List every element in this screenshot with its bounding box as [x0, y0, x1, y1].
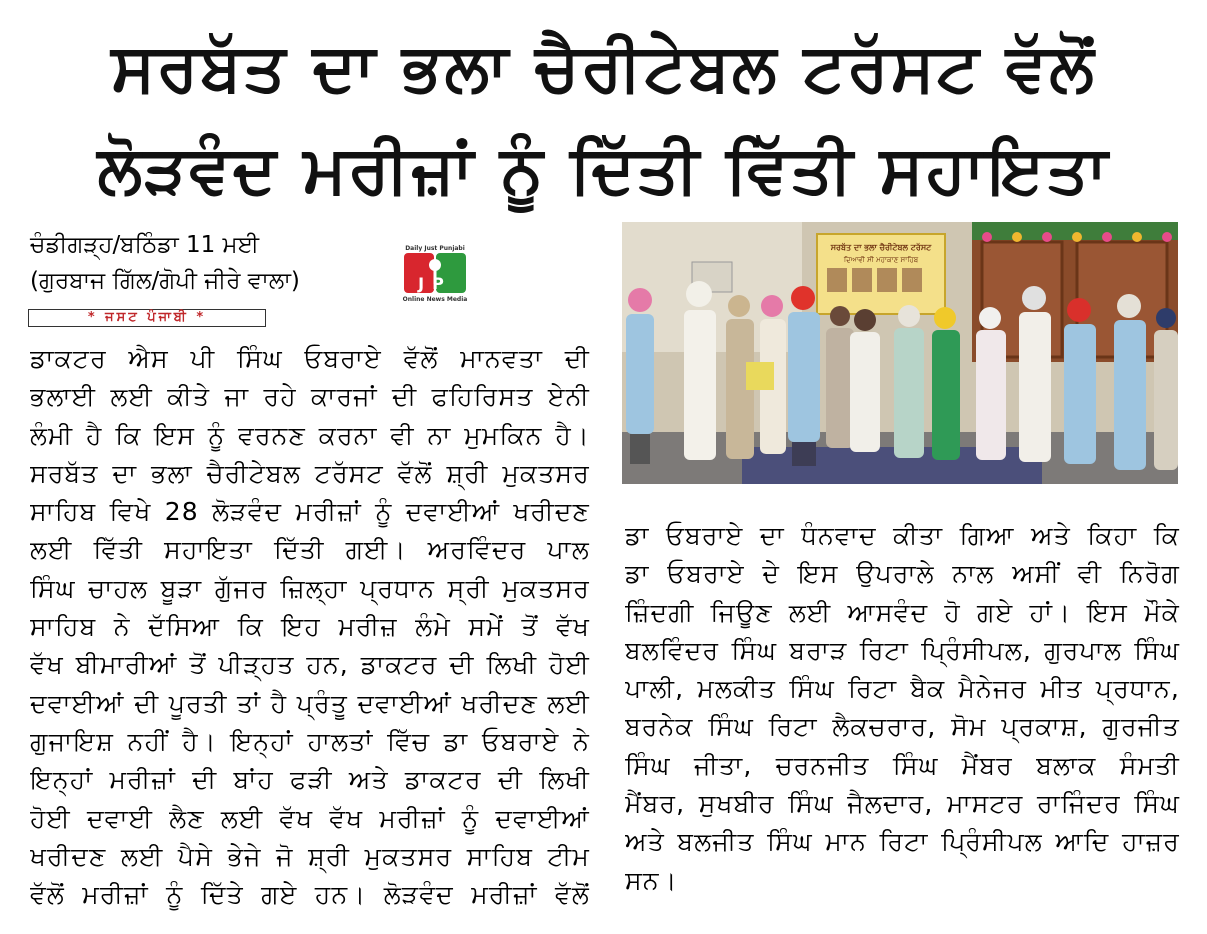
logo-top-text: Daily Just Punjabi [405, 245, 465, 252]
text-line: ਵੱਲੋਂ ਮਰੀਜ਼ਾਂ ਨੂੰ ਦਿੱਤੇ ਗਏ ਹਨ। ਲੋੜਵੰਦ ਮਰੀਜ਼ਾਂ ਵੱਲੋਂ [30, 880, 590, 910]
article-left-column [30, 340, 590, 914]
text-line: ਮੈਂਬਰ, ਸੁਖਬੀਰ ਸਿੰਘ ਜੈਲਦਾਰ, ਮਾਸਟਰ ਰਾਜਿੰਦਰ ਸਿੰਘ [625, 789, 1180, 819]
dateline: ਚੰਡੀਗੜ੍ਹ/ਬਠਿੰਡਾ 11 ਮਈ [30, 232, 260, 258]
text-line: ਡਾ ਓਬਰਾਏ ਦੇ ਇਸ ਉਪਰਾਲੇ ਨਾਲ ਅਸੀਂ ਵੀ ਨਿਰੋਗ [625, 559, 1180, 589]
text-line: ਲੰਮੀ ਹੈ ਕਿ ਇਸ ਨੂੰ ਵਰਨਣ ਕਰਨਾ ਵੀ ਨਾ ਮੁਮਕਿਨ ਹੈ। [30, 420, 590, 450]
text-line: ਸਨ। [625, 865, 678, 895]
article-right-column [625, 517, 1180, 900]
text-line: ਹੋਈ ਦਵਾਈ ਲੈਣ ਲਈ ਵੱਖ ਵੱਖ ਮਰੀਜ਼ਾਂ ਨੂੰ ਦਵਾਈਆਂ [30, 803, 590, 833]
svg-text:ਦਿਆਵੀ ਸੀ ਮਹਾਕਾਣ ਸਾਹਿਬ: ਦਿਆਵੀ ਸੀ ਮਹਾਕਾਣ ਸਾਹਿਬ [843, 256, 919, 264]
group-photo [622, 222, 1178, 484]
byline: (ਗੁਰਬਾਜ ਗਿੱਲ/ਗੋਪੀ ਜੀਰੇ ਵਾਲਾ) [30, 268, 300, 294]
text-line: ਦਵਾਈਆਂ ਦੀ ਪੂਰਤੀ ਤਾਂ ਹੈ ਪ੍ਰੰਤੂ ਦਵਾਈਆਂ ਖਰੀਦਣ ਲਈ [30, 688, 590, 718]
microphone-icon [429, 259, 441, 271]
text-line: ਜ਼ਿੰਦਗੀ ਜਿਊਣ ਲਈ ਆਸਵੰਦ ਹੋ ਗਏ ਹਾਂ। ਇਸ ਮੌਕੇ [625, 597, 1180, 627]
logo-letters: JP [418, 274, 452, 293]
text-line: ਲਈ ਵਿੱਤੀ ਸਹਾਇਤਾ ਦਿੱਤੀ ਗਈ। ਅਰਵਿੰਦਰ ਪਾਲ [30, 535, 590, 565]
text-line: ਭਲਾਈ ਲਈ ਕੀਤੇ ਜਾ ਰਹੇ ਕਾਰਜਾਂ ਦੀ ਫਹਿਰਿਸਤ ਏਨੀ [30, 382, 590, 412]
text-line: ਪਾਲੀ, ਮਲਕੀਤ ਸਿੰਘ ਰਿਟਾ ਬੈਕ ਮੈਨੇਜਰ ਮੀਤ ਪ੍ਰਧਾਨ, [625, 674, 1180, 704]
text-line: ਸਿੰਘ ਜੀਤਾ, ਚਰਨਜੀਤ ਸਿੰਘ ਮੈਂਬਰ ਬਲਾਕ ਸੰਮਤੀ [625, 750, 1180, 780]
text-line: ਬਰਨੇਕ ਸਿੰਘ ਰਿਟਾ ਲੈਕਚਰਾਰ, ਸੋਮ ਪ੍ਰਕਾਸ਼, ਗੁਰਜੀਤ [625, 712, 1180, 742]
text-line: ਸਿੰਘ ਚਾਹਲ ਬੂੜਾ ਗੁੱਜਰ ਜ਼ਿਲ੍ਹਾ ਪ੍ਰਧਾਨ ਸ੍ਰੀ ਮੁਕਤਸਰ [30, 573, 590, 603]
text-line: ਖਰੀਦਣ ਲਈ ਪੈਸੇ ਭੇਜੇ ਜੋ ਸ਼੍ਰੀ ਮੁਕਤਸਰ ਸਾਹਿਬ ਟੀਮ [30, 841, 590, 871]
svg-text:ਸਰਬੱਤ ਦਾ ਭਲਾ ਚੈਰੀਟੇਬਲ ਟਰੱਸਟ: ਸਰਬੱਤ ਦਾ ਭਲਾ ਚੈਰੀਟੇਬਲ ਟਰੱਸਟ [830, 243, 932, 252]
text-line: ਡਾਕਟਰ ਐਸ ਪੀ ਸਿੰਘ ਓਬਰਾਏ ਵੱਲੋਂ ਮਾਨਵਤਾ ਦੀ [30, 344, 590, 373]
text-line: ਸਰਬੱਤ ਦਾ ਭਲਾ ਚੈਰੀਟੇਬਲ ਟਰੱਸਟ ਵੱਲੋਂ ਸ਼੍ਰੀ ਮੁਕਤਸਰ [30, 458, 590, 488]
text-line: ਅਤੇ ਬਲਜੀਤ ਸਿੰਘ ਮਾਨ ਰਿਟਾ ਪ੍ਰਿੰਸੀਪਲ ਆਦਿ ਹਾਜ਼ਰ [625, 827, 1180, 857]
headline-line-1: ਸਰਬੱਤ ਦਾ ਭਲਾ ਚੈਰੀਟੇਬਲ ਟਰੱਸਟ ਵੱਲੋਂ [111, 29, 1096, 106]
logo-bottom-text: Online News Media [402, 296, 468, 303]
text-line: ਬਲਵਿੰਦਰ ਸਿੰਘ ਬਰਾੜ ਰਿਟਾ ਪ੍ਰਿੰਸੀਪਲ, ਗੁਰਪਾਲ ਸਿੰਘ [625, 635, 1180, 665]
text-line: ਗੁਜਾਇਸ਼ ਨਹੀਂ ਹੈ। ਇਨ੍ਹਾਂ ਹਾਲਤਾਂ ਵਿੱਚ ਡਾ ਓਬਰਾਏ ਨੇ [30, 726, 590, 756]
text-line: ਇਨ੍ਹਾਂ ਮਰੀਜ਼ਾਂ ਦੀ ਬਾਂਹ ਫੜੀ ਅਤੇ ਡਾਕਟਰ ਦੀ ਲਿਖੀ [30, 765, 590, 795]
brand-strip: * ਜਸਟ ਪੰਜਾਬੀ * [28, 309, 266, 327]
headline-line-2: ਲੋੜਵੰਦ ਮਰੀਜ਼ਾਂ ਨੂੰ ਦਿੱਤੀ ਵਿੱਤੀ ਸਹਾਇਤਾ [97, 131, 1110, 208]
text-line: ਵੱਖ ਬੀਮਾਰੀਆਂ ਤੋਂ ਪੀੜ੍ਹਤ ਹਨ, ਡਾਕਟਰ ਦੀ ਲਿਖੀ ਹੋਈ [30, 650, 590, 680]
text-line: ਸਾਹਿਬ ਨੇ ਦੱਸਿਆ ਕਿ ਇਹ ਮਰੀਜ਼ ਲੰਮੇ ਸਮੇਂ ਤੋਂ ਵੱਖ [30, 612, 590, 642]
text-line: ਡਾ ਓਬਰਾਏ ਦਾ ਧੰਨਵਾਦ ਕੀਤਾ ਗਿਆ ਅਤੇ ਕਿਹਾ ਕਿ [625, 521, 1180, 550]
text-line: ਸਾਹਿਬ ਵਿਖੇ 28 ਲੋੜਵੰਦ ਮਰੀਜ਼ਾਂ ਨੂੰ ਦਵਾਈਆਂ ਖਰੀਦਣ [30, 497, 590, 527]
just-punjabi-logo [398, 243, 472, 305]
